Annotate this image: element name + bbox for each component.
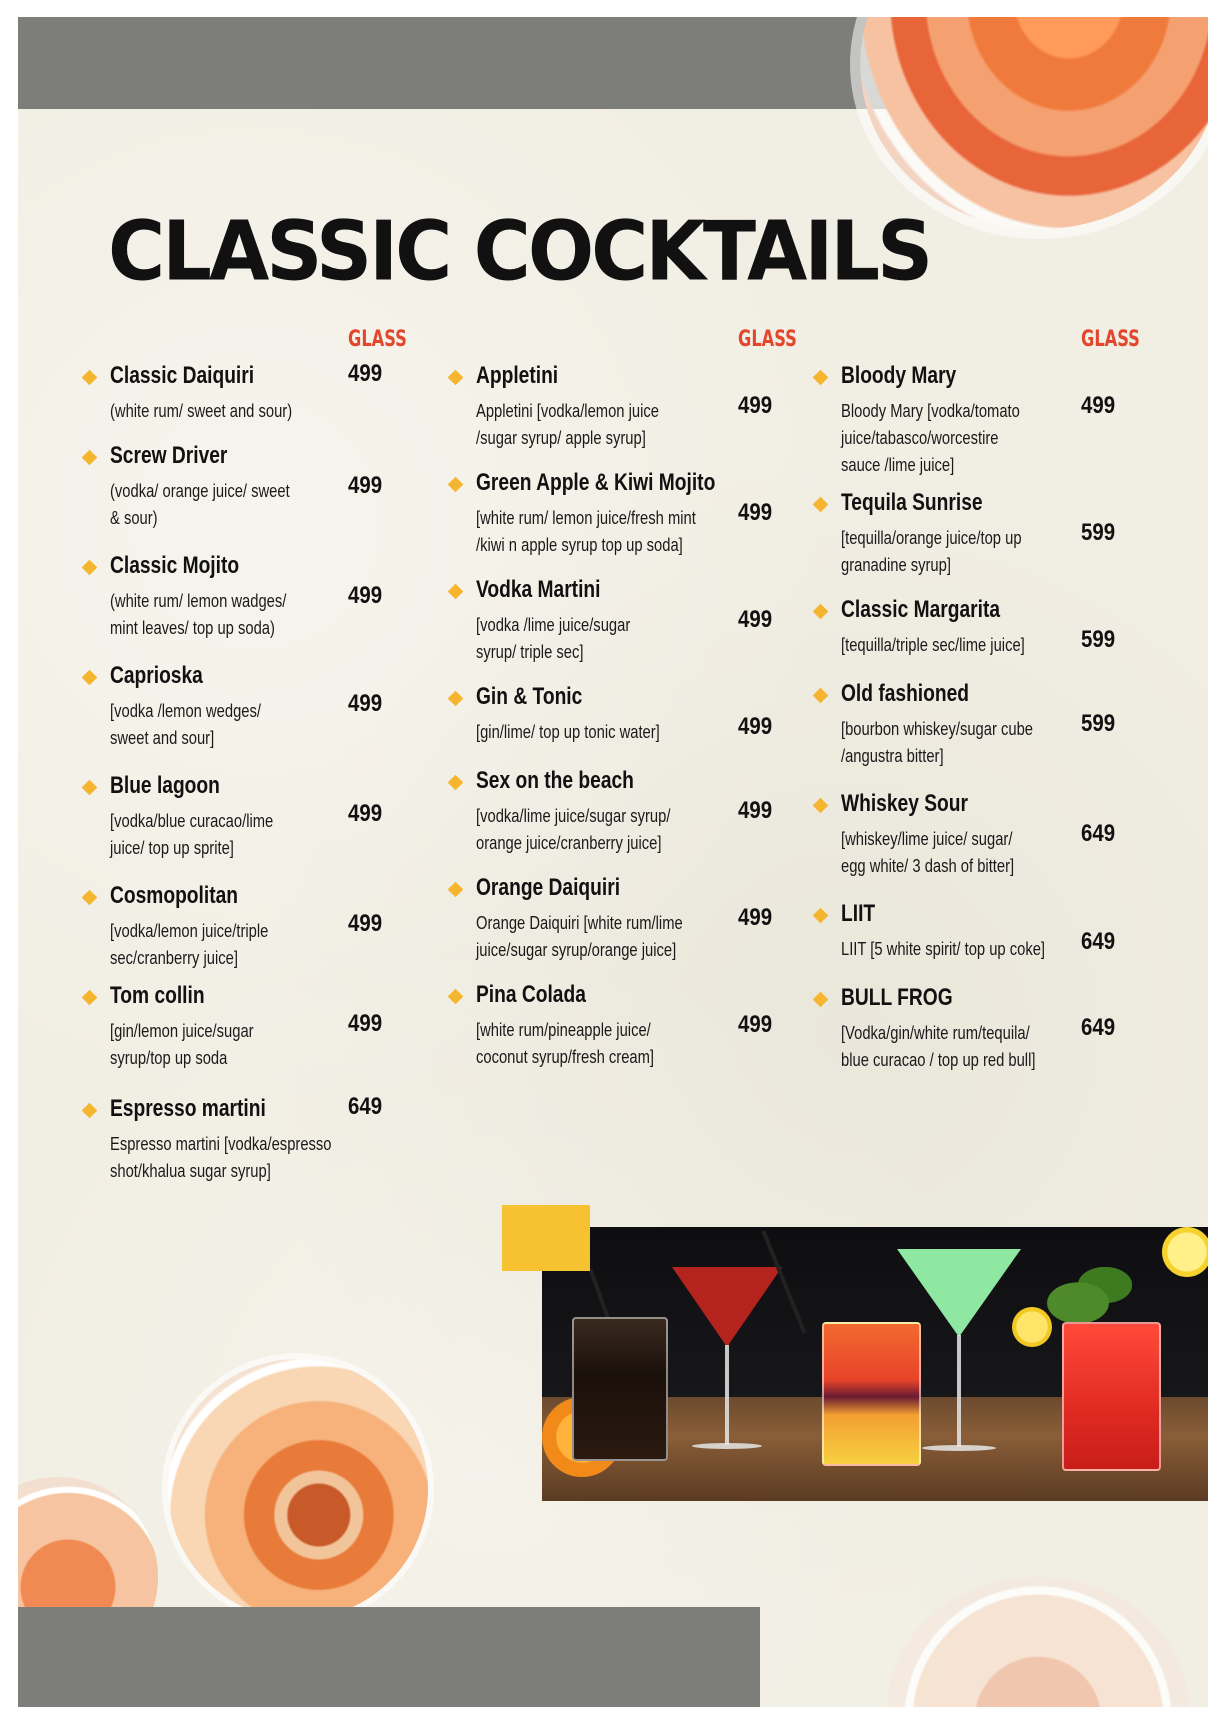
martini-base-icon xyxy=(692,1443,762,1449)
item-name: Tom collin xyxy=(110,982,205,1009)
item-name: LIIT xyxy=(841,900,876,927)
glass-top-decoration xyxy=(860,17,1208,229)
item-price: 499 xyxy=(348,690,383,717)
yellow-accent-square xyxy=(502,1205,590,1271)
item-name: Gin & Tonic xyxy=(476,683,583,710)
bullet-diamond-icon xyxy=(82,450,98,466)
item-description: [tequilla/triple sec/lime juice] xyxy=(841,635,1025,655)
item-price: 649 xyxy=(348,1093,383,1120)
item-price: 499 xyxy=(738,499,773,526)
bullet-diamond-icon xyxy=(813,992,829,1008)
item-price: 499 xyxy=(738,1011,773,1038)
item-price: 649 xyxy=(1081,928,1116,955)
item-description: Espresso martini [vodka/espresso shot/khalua sugar syrup] xyxy=(110,1134,332,1181)
bullet-diamond-icon xyxy=(448,882,464,898)
bullet-diamond-icon xyxy=(82,670,98,686)
martini-stem-icon xyxy=(957,1335,961,1447)
item-description: [white rum/pineapple juice/ coconut syrup/fresh cream] xyxy=(476,1020,655,1067)
red-drink-glass-icon xyxy=(1062,1322,1161,1471)
item-name: Appletini xyxy=(476,362,559,389)
item-name: Sex on the beach xyxy=(476,767,634,794)
item-price: 499 xyxy=(738,904,773,931)
menu-page xyxy=(18,17,1208,1707)
bullet-diamond-icon xyxy=(813,798,829,814)
item-name: Screw Driver xyxy=(110,442,228,469)
item-description: (white rum/ sweet and sour) xyxy=(110,401,293,421)
item-name: Caprioska xyxy=(110,662,203,689)
item-description: [tequilla/orange juice/top up granadine syrup] xyxy=(841,528,1022,575)
page-title: CLASSIC COCKTAILS xyxy=(108,204,931,300)
item-description: Appletini [vodka/lemon juice /sugar syrup/ apple syrup] xyxy=(476,401,659,448)
item-name: Espresso martini xyxy=(110,1095,266,1122)
item-description: [vodka /lemon wedges/ sweet and sour] xyxy=(110,701,261,748)
item-description: [vodka/lime juice/sugar syrup/ orange juice/cranberry juice] xyxy=(476,806,671,853)
item-price: 499 xyxy=(1081,392,1116,419)
item-name: Whiskey Sour xyxy=(841,790,968,817)
item-price: 599 xyxy=(1081,710,1116,737)
martini-stem-icon xyxy=(725,1345,729,1445)
item-price: 649 xyxy=(1081,820,1116,847)
item-name: Cosmopolitan xyxy=(110,882,238,909)
bullet-diamond-icon xyxy=(813,908,829,924)
item-description: Bloody Mary [vodka/tomato juice/tabasco/worcestire sauce /lime juice] xyxy=(841,401,1020,475)
bottom-band xyxy=(18,1607,760,1707)
item-description: [vodka/blue curacao/lime juice/ top up sprite] xyxy=(110,811,274,858)
bullet-diamond-icon xyxy=(448,989,464,1005)
mint-leaf-icon xyxy=(1042,1267,1132,1327)
item-description: [vodka/lemon juice/triple sec/cranberry juice] xyxy=(110,921,269,968)
item-name: BULL FROG xyxy=(841,984,953,1011)
martini-glass-red-icon xyxy=(672,1267,782,1347)
cola-glass-icon xyxy=(572,1317,668,1461)
item-description: [gin/lime/ top up tonic water] xyxy=(476,722,660,742)
bullet-diamond-icon xyxy=(448,775,464,791)
item-price: 499 xyxy=(738,713,773,740)
bullet-diamond-icon xyxy=(82,990,98,1006)
item-price: 499 xyxy=(348,1010,383,1037)
item-description: [gin/lemon juice/sugar syrup/top up soda xyxy=(110,1021,254,1068)
layered-glass-icon xyxy=(822,1322,921,1466)
item-price: 499 xyxy=(348,472,383,499)
item-price: 499 xyxy=(348,910,383,937)
bullet-diamond-icon xyxy=(82,780,98,796)
item-description: [Vodka/gin/white rum/tequila/ blue curacao / top up red bull] xyxy=(841,1023,1036,1070)
bullet-diamond-icon xyxy=(448,691,464,707)
item-description: Orange Daiquiri [white rum/lime juice/sugar syrup/orange juice] xyxy=(476,913,683,960)
bullet-diamond-icon xyxy=(813,370,829,386)
item-name: Classic Mojito xyxy=(110,552,240,579)
item-name: Old fashioned xyxy=(841,680,970,707)
bullet-diamond-icon xyxy=(82,560,98,576)
item-name: Pina Colada xyxy=(476,981,586,1008)
item-name: Green Apple & Kiwi Mojito xyxy=(476,469,716,496)
item-price: 499 xyxy=(348,800,383,827)
glass-header-3: GLASS xyxy=(1081,327,1140,352)
item-description: LIIT [5 white spirit/ top up coke] xyxy=(841,939,1046,959)
bullet-diamond-icon xyxy=(448,584,464,600)
item-name: Blue lagoon xyxy=(110,772,220,799)
cocktails-photo xyxy=(542,1227,1208,1501)
glass-bottom-right-decoration xyxy=(888,1577,1188,1707)
glass-header-1: GLASS xyxy=(348,327,407,352)
item-name: Vodka Martini xyxy=(476,576,601,603)
bullet-diamond-icon xyxy=(448,477,464,493)
item-price: 649 xyxy=(1081,1014,1116,1041)
item-name: Classic Daiquiri xyxy=(110,362,255,389)
item-price: 599 xyxy=(1081,626,1116,653)
item-description: (vodka/ orange juice/ sweet & sour) xyxy=(110,481,290,528)
lemon-slice-icon xyxy=(1012,1307,1052,1347)
item-price: 499 xyxy=(348,360,383,387)
item-price: 499 xyxy=(738,392,773,419)
bullet-diamond-icon xyxy=(813,497,829,513)
bullet-diamond-icon xyxy=(813,688,829,704)
martini-base-icon xyxy=(922,1445,996,1451)
bullet-diamond-icon xyxy=(82,1103,98,1119)
bullet-diamond-icon xyxy=(448,370,464,386)
item-description: [bourbon whiskey/sugar cube /angustra bitter] xyxy=(841,719,1033,766)
martini-glass-green-icon xyxy=(897,1249,1021,1337)
item-name: Classic Margarita xyxy=(841,596,1001,623)
item-name: Bloody Mary xyxy=(841,362,957,389)
item-price: 599 xyxy=(1081,519,1116,546)
item-description: [whiskey/lime juice/ sugar/ egg white/ 3 dash of bitter] xyxy=(841,829,1015,876)
bullet-diamond-icon xyxy=(813,604,829,620)
bullet-diamond-icon xyxy=(82,370,98,386)
glass-bottom-left-decoration xyxy=(168,1359,428,1619)
item-price: 499 xyxy=(738,606,773,633)
item-description: (white rum/ lemon wadges/ mint leaves/ top up soda) xyxy=(110,591,287,638)
item-name: Orange Daiquiri xyxy=(476,874,621,901)
glass-header-2: GLASS xyxy=(738,327,797,352)
lemon-slice-icon xyxy=(1162,1227,1208,1277)
item-price: 499 xyxy=(738,797,773,824)
bullet-diamond-icon xyxy=(82,890,98,906)
item-description: [white rum/ lemon juice/fresh mint /kiwi n apple syrup top up soda] xyxy=(476,508,696,555)
item-name: Tequila Sunrise xyxy=(841,489,983,516)
item-description: [vodka /lime juice/sugar syrup/ triple sec] xyxy=(476,615,631,662)
item-price: 499 xyxy=(348,582,383,609)
